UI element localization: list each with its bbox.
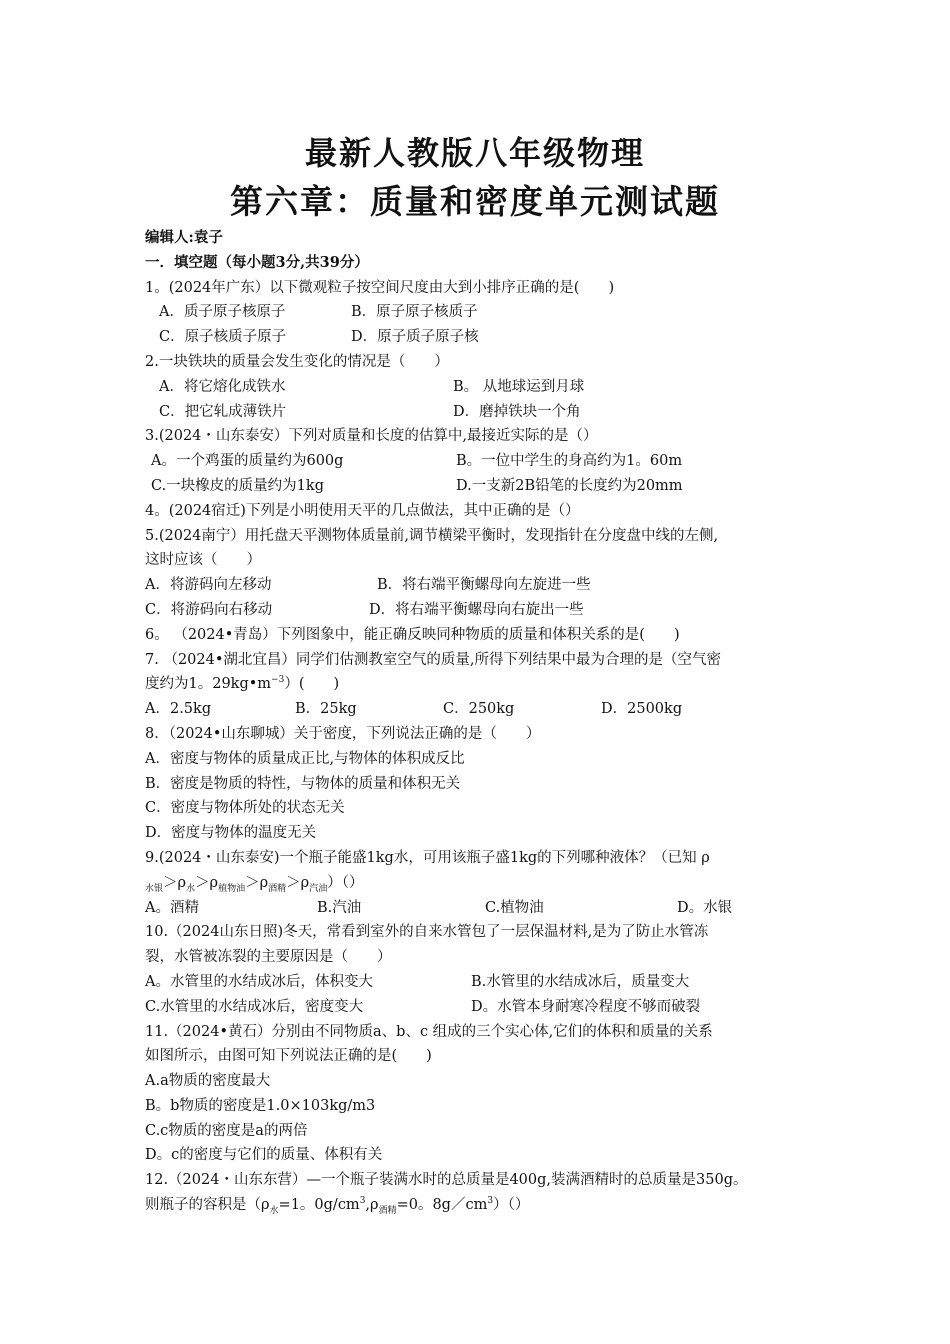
question-7-text: 度约为1。29kg•m <box>145 676 272 693</box>
exponent: 3 <box>359 1196 366 1207</box>
text: =1。0g/cm <box>278 1197 360 1214</box>
question-2-stem: 2.一块铁块的质量会发生变化的情况是（ ） <box>145 353 449 370</box>
question-4-stem: 4。(2024宿迁)下列是小明使用天平的几点做法，其中正确的是（） <box>145 502 580 519</box>
question-1-options-row-1 <box>145 300 825 325</box>
subscript: 水银 <box>145 883 164 894</box>
option-a: A。水管里的水结成冰后，体积变大 <box>145 973 373 990</box>
question-5-stem-line-2: 这时应该（ ） <box>145 552 261 569</box>
option-a: A．密度与物体的质量成正比,与物体的体积成反比 <box>145 750 465 767</box>
question-9-stem-line-1: 9.(2024・山东泰安)一个瓶子能盛1kg水，可用该瓶子盛1kg的下列哪种液体？（已知 ρ <box>145 849 710 866</box>
text: ）（） <box>493 1197 530 1214</box>
text: 则瓶子的容积是（ρ <box>145 1197 270 1214</box>
question-10-options-row-2 <box>145 995 825 1020</box>
option-d: D。水管本身耐寒冷程度不够而破裂 <box>471 998 701 1015</box>
question-3-options-row-2 <box>145 474 825 499</box>
question-2-options-row-1 <box>145 375 825 400</box>
question-9-options-row <box>145 896 825 921</box>
question-7-text-end: ）( ) <box>284 676 340 693</box>
question-11-stem-line-1: 11.（2024•黄石）分别由不同物质a、b、c 组成的三个实心体,它们的体积和质量的关系 <box>145 1023 713 1040</box>
option-b: B。 从地球运到月球 <box>453 378 585 395</box>
subscript: 植物油 <box>218 883 246 894</box>
text: ＞ρ <box>163 874 187 891</box>
text: ＞ρ <box>195 874 219 891</box>
option-b: B．原子原子核质子 <box>351 304 478 321</box>
option-c: C．250kg <box>443 701 515 718</box>
subscript: 酒精 <box>268 883 287 894</box>
option-b: B。一位中学生的身高约为1。60m <box>456 453 683 470</box>
option-a: A。一个鸡蛋的质量约为600g <box>151 453 344 470</box>
option-a: A。酒精 <box>145 899 199 916</box>
subscript: 汽油 <box>309 883 328 894</box>
option-d: D．原子质子原子核 <box>351 329 479 346</box>
question-5-options-row-1 <box>145 573 825 598</box>
question-7-stem-line-1: 7. （2024•湖北宜昌）同学们估测教室空气的质量,所得下列结果中最为合理的是（空气密 <box>145 651 722 668</box>
text: ＞ρ <box>245 874 269 891</box>
exponent: −3 <box>271 675 285 686</box>
option-c: C.水管里的水结成冰后，密度变大 <box>145 998 364 1015</box>
option-a: A．将游码向左移动 <box>145 577 272 594</box>
question-1-stem: 1。(2024年广东）以下微观粒子按空间尺度由大到小排序正确的是( ) <box>145 279 615 296</box>
option-b: B.水管里的水结成冰后，质量变大 <box>471 973 690 990</box>
option-a: A.a物质的密度最大 <box>145 1073 271 1090</box>
text: ）（） <box>327 874 364 891</box>
question-3-stem: 3.(2024・山东泰安）下列对质量和长度的估算中,最接近实际的是（） <box>145 428 598 445</box>
option-d: D。c的密度与它们的质量、体积有关 <box>145 1147 383 1164</box>
option-d: D.一支新2B铅笔的长度约为20mm <box>456 477 683 494</box>
option-c: C．密度与物体所处的状态无关 <box>145 800 345 817</box>
option-b: B．将右端平衡螺母向左旋进一些 <box>377 577 591 594</box>
question-1-options-row-2 <box>145 325 825 350</box>
editor-line: 编辑人:袁子 <box>145 229 223 246</box>
option-d: D。水银 <box>677 899 733 916</box>
chapter-title: 第六章：质量和密度单元测试题 <box>230 182 720 221</box>
question-5-stem-line-1: 5.(2024南宁）用托盘天平测物体质量前,调节横梁平衡时，发现指针在分度盘中线的左侧, <box>145 527 719 544</box>
option-d: D．将右端平衡螺母向右旋出一些 <box>369 601 584 618</box>
text: ,ρ <box>365 1197 379 1214</box>
subscript: 水 <box>269 1205 279 1216</box>
question-7-stem-line-2 <box>145 672 825 697</box>
option-b: B．25kg <box>295 701 357 718</box>
option-c: C.一块橡皮的质量约为1kg <box>151 477 324 494</box>
question-10-options-row-1 <box>145 970 825 995</box>
option-c: C.植物油 <box>485 899 544 916</box>
option-b: B。b物质的密度是1.0×103kg/m3 <box>145 1097 376 1114</box>
question-9-stem-line-2 <box>145 871 825 896</box>
section-heading: 一．填空题（每小题3分,共39分） <box>145 253 369 271</box>
subscript: 酒精 <box>378 1205 397 1216</box>
option-b: B．密度是物质的特性，与物体的质量和体积无关 <box>145 775 461 792</box>
option-c: C．将游码向右移动 <box>145 601 273 618</box>
question-2-options-row-2 <box>145 400 825 425</box>
question-10-stem-line-2: 裂，水管被冻裂的主要原因是（ ） <box>145 949 392 966</box>
question-6-stem: 6。 （2024•青岛）下列图象中，能正确反映同种物质的质量和体积关系的是( ) <box>145 626 680 643</box>
option-a: A．2.5kg <box>145 701 212 718</box>
option-a: A．质子原子核原子 <box>159 304 286 321</box>
question-12-stem-line-1: 12.（2024・山东东营）—一个瓶子装满水时的总质量是400g,装满酒精时的总质量是350g。 <box>145 1172 748 1189</box>
option-c: C．把它轧成薄铁片 <box>159 403 287 420</box>
question-11-stem-line-2: 如图所示，由图可知下列说法正确的是( ) <box>145 1048 432 1065</box>
option-b: B.汽油 <box>317 899 362 916</box>
option-c: C．原子核质子原子 <box>159 329 287 346</box>
exponent: 3 <box>487 1196 494 1207</box>
option-a: A．将它熔化成铁水 <box>159 378 286 395</box>
content-body <box>145 226 825 1218</box>
question-7-options-row <box>145 697 825 722</box>
question-8-stem: 8．（2024•山东聊城）关于密度，下列说法正确的是（ ） <box>145 725 541 742</box>
question-12-stem-line-2 <box>145 1193 825 1218</box>
option-d: D．磨掉铁块一个角 <box>453 403 581 420</box>
option-c: C.c物质的密度是a的两倍 <box>145 1122 308 1139</box>
question-10-stem-line-1: 10.（2024山东日照)冬天，常看到室外的自来水管包了一层保温材料,是为了防止水管冻 <box>145 924 709 941</box>
subscript: 水 <box>186 883 196 894</box>
option-d: D．2500kg <box>601 701 683 718</box>
question-5-options-row-2 <box>145 598 825 623</box>
document-title: 最新人教版八年级物理 <box>304 134 645 172</box>
text: =0。8g／cm <box>396 1197 488 1214</box>
question-3-options-row-1 <box>145 449 825 474</box>
option-d: D．密度与物体的温度无关 <box>145 825 317 842</box>
text: ＞ρ <box>286 874 310 891</box>
